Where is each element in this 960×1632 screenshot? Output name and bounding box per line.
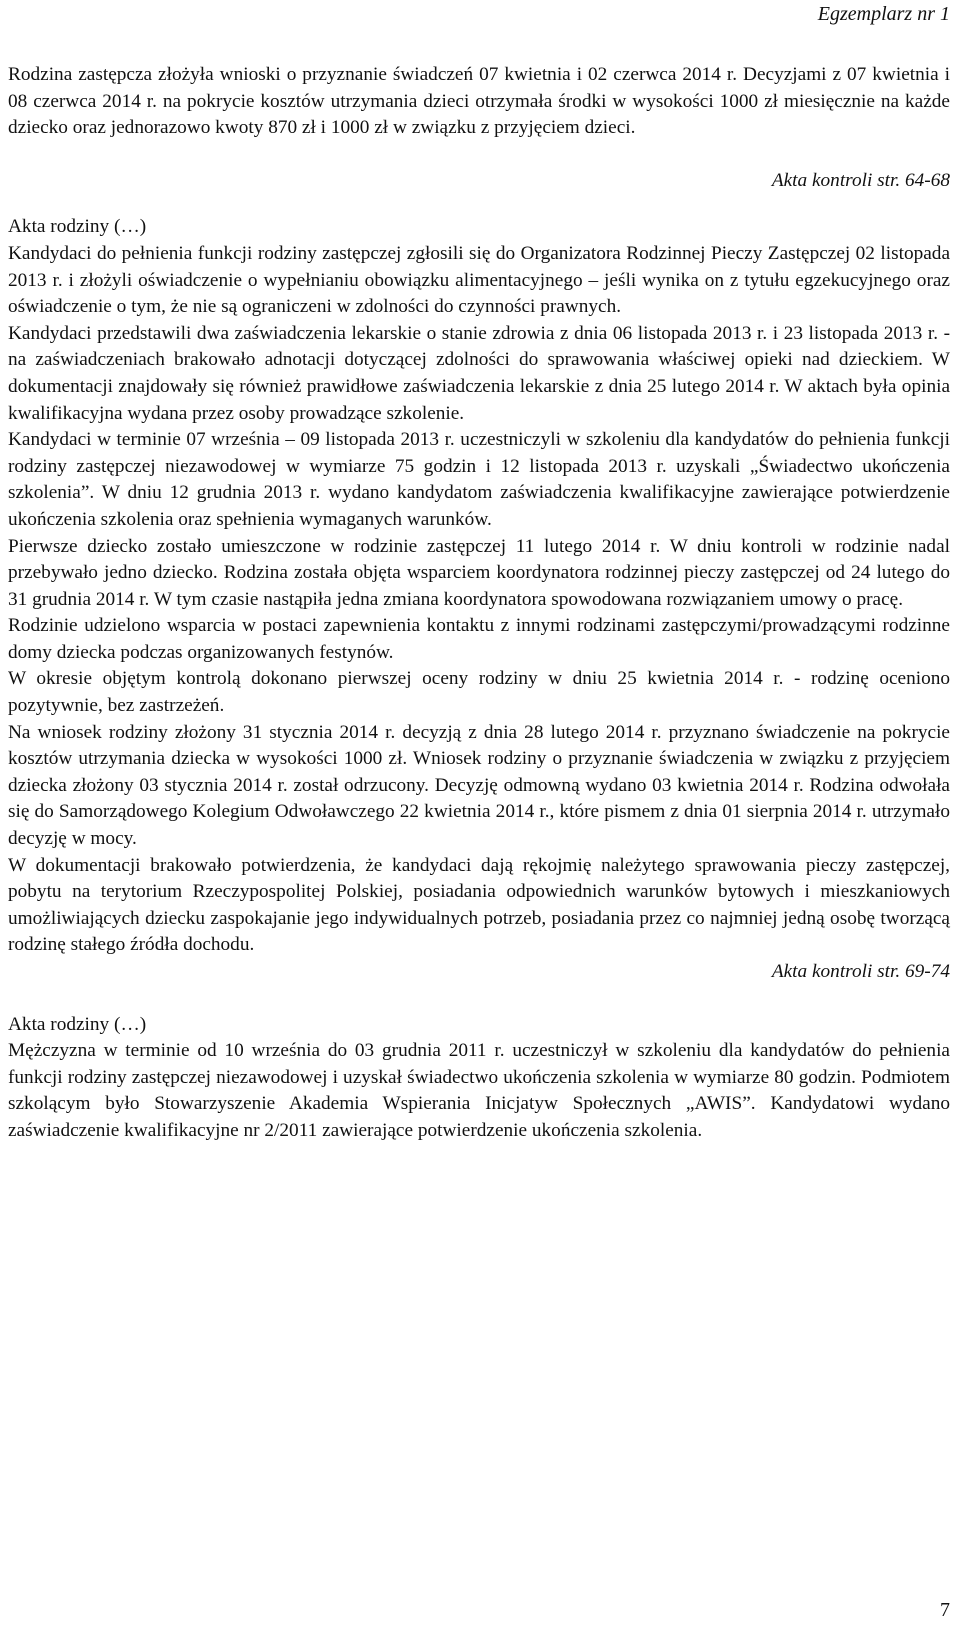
paragraph-benefit-decisions: Na wniosek rodziny złożony 31 stycznia 2014 r. decyzją z dnia 28 lutego 2014 r. przyznano świadczenie na pokrycie kosztów utrzymania dziecka w wysokości 1000 zł. Wniosek rodziny o przyznanie świadczenia w związku z przyjęciem dziecka złożony 03 stycznia 2014 r. został odrzucony. Decyzję odmowną wydano 03 kwietnia 2014 r. Rodzina odwołała się do Samorządowego Kolegium Odwoławczego 22 kwietnia 2014 r., które pismem z dnia 01 sierpnia 2014 r. utrzymało decyzję w mocy.	[8, 721, 950, 850]
copy-number-label: Egzemplarz nr 1	[817, 3, 950, 25]
family-files-heading: Akta rodziny (…)	[8, 216, 147, 238]
audit-files-reference: Akta kontroli str. 69-74	[771, 961, 950, 982]
audit-files-reference: Akta kontroli str. 64-68	[771, 169, 950, 191]
document-page	[8, 0, 950, 1632]
paragraph-training: Kandydaci w terminie 07 września – 09 listopada 2013 r. uczestniczyli w szkoleniu dla kandydatów do pełnienia funkcji rodziny zastępczej niezawodowej w wymiarze 75 godzin i 12 listopada 2013 r. uzyskali „Świadectwo ukończenia szkolenia”. W dniu 12 grudnia 2013 r. wydano kandydatom zaświadczenia kwalifikacyjne zawierające potwierdzenie ukończenia szkolenia oraz spełnienia wymaganych warunków.	[8, 429, 950, 530]
paragraph-family-assessment: W okresie objętym kontrolą dokonano pierwszej oceny rodziny w dniu 25 kwietnia 2014 r. - rodzinę oceniono pozytywnie, bez zastrzeżeń.	[8, 668, 950, 717]
paragraph-benefit-applications: Rodzina zastępcza złożyła wnioski o przyznanie świadczeń 07 kwietnia i 02 czerwca 2014 r. Decyzjami z 07 kwietnia i 08 czerwca 2014 r. na pokrycie kosztów utrzymania dzieci otrzymała środki w wysokości 1000 zł miesięcznie na każde dziecko oraz jednorazowo kwoty 870 zł i 1000 zł w związku z przyjęciem dzieci.	[8, 64, 950, 139]
document-body	[8, 62, 950, 1145]
page-number: 7	[940, 1599, 950, 1621]
paragraph-man-training: Mężczyzna w terminie od 10 września do 03 grudnia 2011 r. uczestniczył w szkoleniu dla kandydatów do pełnienia funkcji rodziny zastępczej niezawodowej i uzyskał świadectwo ukończenia szkolenia w wymiarze 80 godzin. Podmiotem szkolącym było Stowarzyszenie Akademia Wspierania Inicjatyw Społecznych „AWIS”. Kandydatowi wydano zaświadczenie kwalifikacyjne nr 2/2011 zawierające potwierdzenie ukończenia szkolenia.	[8, 1040, 950, 1141]
paragraph-candidates-application: Kandydaci do pełnienia funkcji rodziny zastępczej zgłosili się do Organizatora Rodzinnej Pieczy Zastępczej 02 listopada 2013 r. i złożyli oświadczenie o wypełnianiu obowiązku alimentacyjnego – jeśli wynika on z tytułu egzekucyjnego oraz oświadczenie o tym, że nie są ograniczeni w zdolności do czynności prawnych.	[8, 242, 950, 318]
paragraph-family-support: Rodzinie udzielono wsparcia w postaci zapewnienia kontaktu z innymi rodzinami zastępczymi/prowadzącymi rodzinne domy dziecka podczas organizowanych festynów.	[8, 615, 950, 663]
paragraph-missing-documentation: W dokumentacji brakowało potwierdzenia, że kandydaci dają rękojmię należytego sprawowania pieczy zastępczej, pobytu na terytorium Rzeczypospolitej Polskiej, posiadania odpowiednich warunków bytowych i mieszkaniowych umożliwiających dziecku zaspokajanie jego indywidualnych potrzeb, posiadania przez co najmniej jedną osobę tworzącą rodzinę stałego źródła dochodu.	[8, 854, 950, 956]
paragraph-child-placement: Pierwsze dziecko zostało umieszczone w rodzinie zastępczej 11 lutego 2014 r. W dniu kontroli w rodzinie nadal przebywało jedno dziecko. Rodzina została objęta wsparciem koordynatora rodzinnej pieczy zastępczej od 24 lutego do 31 grudnia 2014 r. W tym czasie nastąpiła jedna zmiana koordynatora spowodowana rozwiązaniem umowy o pracę.	[8, 535, 950, 610]
family-files-heading: Akta rodziny (…)	[8, 1013, 147, 1035]
paragraph-medical-certificates: Kandydaci przedstawili dwa zaświadczenia lekarskie o stanie zdrowia z dnia 06 listopada 2013 r. i 23 listopada 2013 r. - na zaświadczeniach brakowało adnotacji dotyczącej zdolności do sprawowania właściwej opieki nad dzieckiem. W dokumentacji znajdowały się również prawidłowe zaświadczenia lekarskie z dnia 25 lutego 2014 r. W aktach była opinia kwalifikacyjna wydana przez osoby prowadzące szkolenie.	[8, 322, 950, 424]
